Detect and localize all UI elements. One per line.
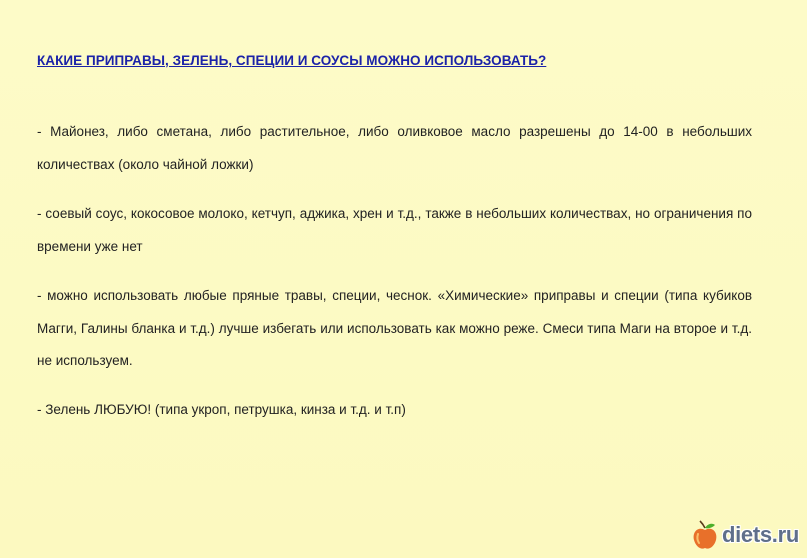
- page-title: КАКИЕ ПРИПРАВЫ, ЗЕЛЕНЬ, СПЕЦИИ И СОУСЫ МОЖНО ИСПОЛЬЗОВАТЬ?: [37, 53, 547, 68]
- watermark-text: diets.ru: [721, 522, 799, 547]
- paragraph-greens: - Зелень ЛЮБУЮ! (типа укроп, петрушка, кинза и т.д. и т.п): [37, 402, 406, 417]
- paragraph-sauces: - соевый соус, кокосовое молоко, кетчуп, аджика, хрен и т.д., также в небольших количествах, но ограничения по времени уже нет: [37, 206, 752, 254]
- paragraph-oils: - Майонез, либо сметана, либо растительное, либо оливковое масло разрешены до 14-00 в небольших количествах (около чайной ложки): [37, 124, 752, 172]
- apple-icon: [692, 520, 718, 550]
- site-watermark: [692, 518, 799, 552]
- paragraph-spices: - можно использовать любые пряные травы, специи, чеснок. «Химические» приправы и специи (типа кубиков Магги, Галины бланка и т.д.) лучше избегать или использовать как можно реже. Смеси типа Маги на второе и т.д. не используем.: [37, 288, 752, 369]
